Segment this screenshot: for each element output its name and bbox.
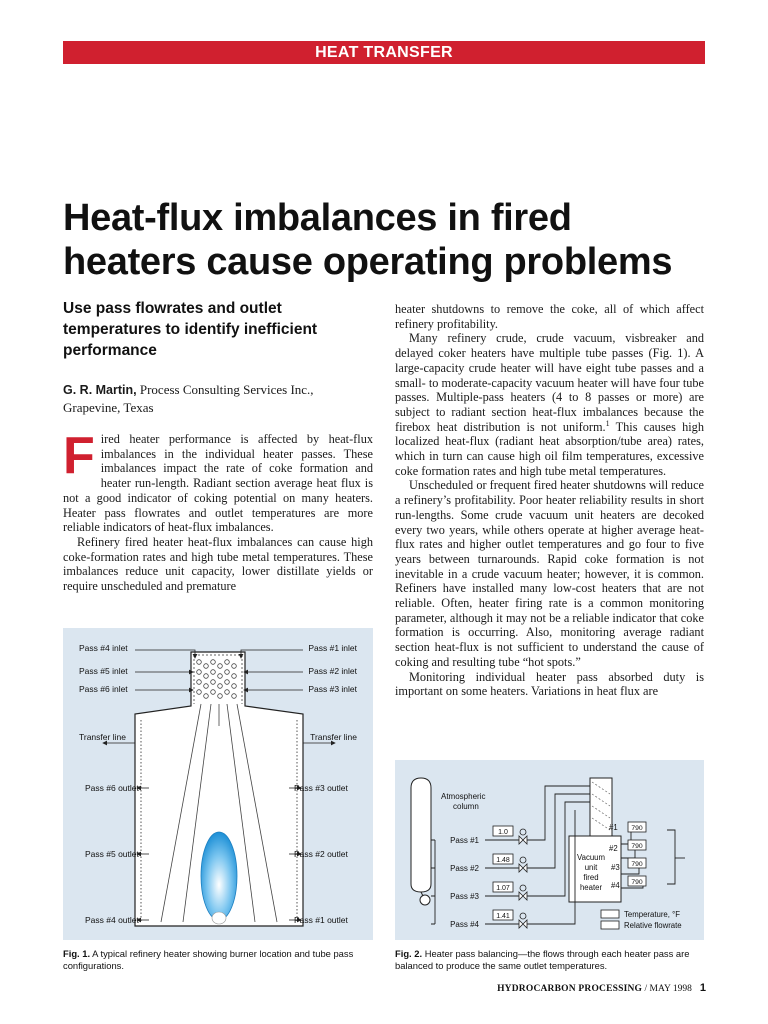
- legend-temp-swatch: [601, 910, 619, 918]
- page-number: 1: [699, 982, 706, 994]
- temp-pass-1: 790: [631, 825, 643, 832]
- burner-flame: [201, 832, 237, 920]
- label-transfer-line-left: Transfer line: [79, 732, 126, 742]
- flowrate-pass-3: 1.07: [496, 885, 510, 892]
- headline-line-1: Heat-flux imbalances in fired: [63, 197, 572, 239]
- label-pass1-inlet: Pass #1 inlet: [308, 643, 357, 653]
- left-column: [63, 427, 373, 594]
- heater-label-3: fired: [583, 873, 599, 882]
- label-fig2-pass-2: Pass #2: [450, 864, 479, 873]
- label-pass2-inlet: Pass #2 inlet: [308, 666, 357, 676]
- flowrate-pass-2: 1.48: [496, 857, 510, 864]
- left-paragraph-2: Refinery fired heater heat-flux imbalances can cause high coke-formation rates and high tube metal temperatures. These imbalances reduce unit capacity, lower distillate yields or require unscheduled and premature: [63, 534, 373, 594]
- label-pass4-inlet: Pass #4 inlet: [79, 643, 128, 653]
- figure-1-caption: Fig. 1. A typical refinery heater showing burner location and tube pass configurations.: [63, 948, 354, 971]
- legend-flowrate: Relative flowrate: [624, 921, 682, 930]
- heater-label-1: Vacuum: [576, 853, 606, 862]
- section-banner: HEAT TRANSFER: [63, 41, 705, 64]
- temp-pass-3: 790: [631, 861, 643, 868]
- heater-diagram: [63, 628, 373, 940]
- label-pass6-inlet: Pass #6 inlet: [79, 684, 128, 694]
- label-pass5-outlet: Pass #5 outlet: [85, 849, 139, 859]
- deck-line-3: performance: [63, 342, 157, 359]
- heater-pass-number-2: #2: [609, 844, 618, 853]
- footnote-ref: 1: [605, 418, 610, 428]
- heater-pass-number-3: #3: [611, 863, 620, 872]
- label-transfer-line-right: Transfer line: [310, 732, 357, 742]
- heater-pass-number-4: #4: [611, 881, 620, 890]
- label-pass3-inlet: Pass #3 inlet: [308, 684, 357, 694]
- right-paragraph-4: Monitoring individual heater pass absorbed duty is important on some heaters. Variations in heat flux are: [395, 669, 704, 699]
- issue-date: / MAY 1998: [642, 984, 692, 994]
- right-paragraph-2: Many refinery crude, crude vacuum, visbreaker and delayed coker heaters have multiple tube passes (Fig. 1). A large-capacity crude heater will have eight tube passes and a small- to moderate-capacity vacuum heater will have four tube passes. Multiple-pass heaters (4 to 8 passes or more) are subject to radiant section heat-flux imbalances because the firebox heat distribution is not uniform.$^1$ This causes high localized heat-flux (radiant heat absorption/tube area) rates, which in turn can cause high oil film temperatures, excessive coke formation rates and high tube metal temperatures.: [395, 331, 704, 478]
- flowrate-pass-4: 1.41: [496, 913, 510, 920]
- right-paragraph-3: Unscheduled or frequent fired heater shutdowns will reduce a refinery’s profitability. Poor heater reliability results in short run-lengths. Some crude vacuum unit heaters are decoked every two years, while others operate at higher average heat-flux rates and higher outlet temperatures and go four to five years between turnarounds. Rapid coke formation is not inevitable in a crude vacuum heater; however, it is common. Refiners have installed many low-cost heaters that are not reliable. Often, heater firing rate is a common monitoring parameter, although it may not be a reliable indicator that coke formation is occurring. Also, monitoring average radiant section heat-flux is not sufficient to understand the cause of coking and resulting tube “hot spots.”: [395, 478, 704, 669]
- author-location: Grapevine, Texas: [63, 400, 154, 415]
- pass-balancing-diagram: [395, 760, 704, 940]
- author-affiliation: Process Consulting Services Inc.,: [136, 382, 314, 397]
- heater-label-2: unit: [584, 863, 598, 872]
- figure-1: [63, 628, 373, 940]
- label-pass5-inlet: Pass #5 inlet: [79, 666, 128, 676]
- label-fig2-pass-1: Pass #1: [450, 836, 479, 845]
- label-pass2-outlet: Pass #2 outlet: [294, 849, 348, 859]
- deck-line-1: Use pass flowrates and outlet: [63, 300, 282, 317]
- heater-label-4: heater: [579, 883, 603, 892]
- label-pass3-outlet: Pass #3 outlet: [294, 783, 348, 793]
- page-footer: [497, 982, 706, 994]
- figure-2: [395, 760, 704, 940]
- label-column-1: Atmospheric: [441, 792, 486, 801]
- temp-pass-2: 790: [631, 843, 643, 850]
- deck: [63, 298, 363, 361]
- figure-2-caption: Fig. 2. Heater pass balancing—the flows through each heater pass are balanced to produce the same outlet temperatures.: [395, 948, 690, 971]
- right-column: [395, 302, 704, 699]
- deck-line-2: temperatures to identify inefficient: [63, 321, 318, 338]
- legend-flow-swatch: [601, 921, 619, 929]
- intro-paragraph: Fired heater performance is affected by heat-flux imbalances in the individual heater passes. These imbalances impact the rate of coke formation and heater run-length. Radiant section average heat flux is not a good indicator of coking potential on many heaters. Heater pass flowrates and outlet temperatures are more reliable indicators of heat-flux imbalances.: [63, 427, 373, 535]
- label-fig2-pass-4: Pass #4: [450, 920, 479, 929]
- label-column-2: column: [453, 802, 479, 811]
- label-fig2-pass-3: Pass #3: [450, 892, 479, 901]
- flowrate-pass-1: 1.0: [498, 829, 508, 836]
- headline: [63, 196, 723, 284]
- label-pass6-outlet: Pass #6 outlet: [85, 783, 139, 793]
- heater-pass-number-1: #1: [609, 823, 618, 832]
- label-pass1-outlet: Pass #1 outlet: [294, 915, 348, 925]
- byline: [63, 381, 373, 416]
- author-name: G. R. Martin,: [63, 383, 137, 397]
- label-pass4-outlet: Pass #4 outlet: [85, 915, 139, 925]
- headline-line-2: heaters cause operating problems: [63, 241, 673, 283]
- temp-pass-4: 790: [631, 879, 643, 886]
- drop-cap: F: [63, 427, 95, 485]
- publication-name: HYDROCARBON PROCESSING: [497, 984, 643, 994]
- right-paragraph-1: heater shutdowns to remove the coke, all of which affect refinery profitability.: [395, 302, 704, 331]
- legend-temperature: Temperature, °F: [624, 910, 680, 919]
